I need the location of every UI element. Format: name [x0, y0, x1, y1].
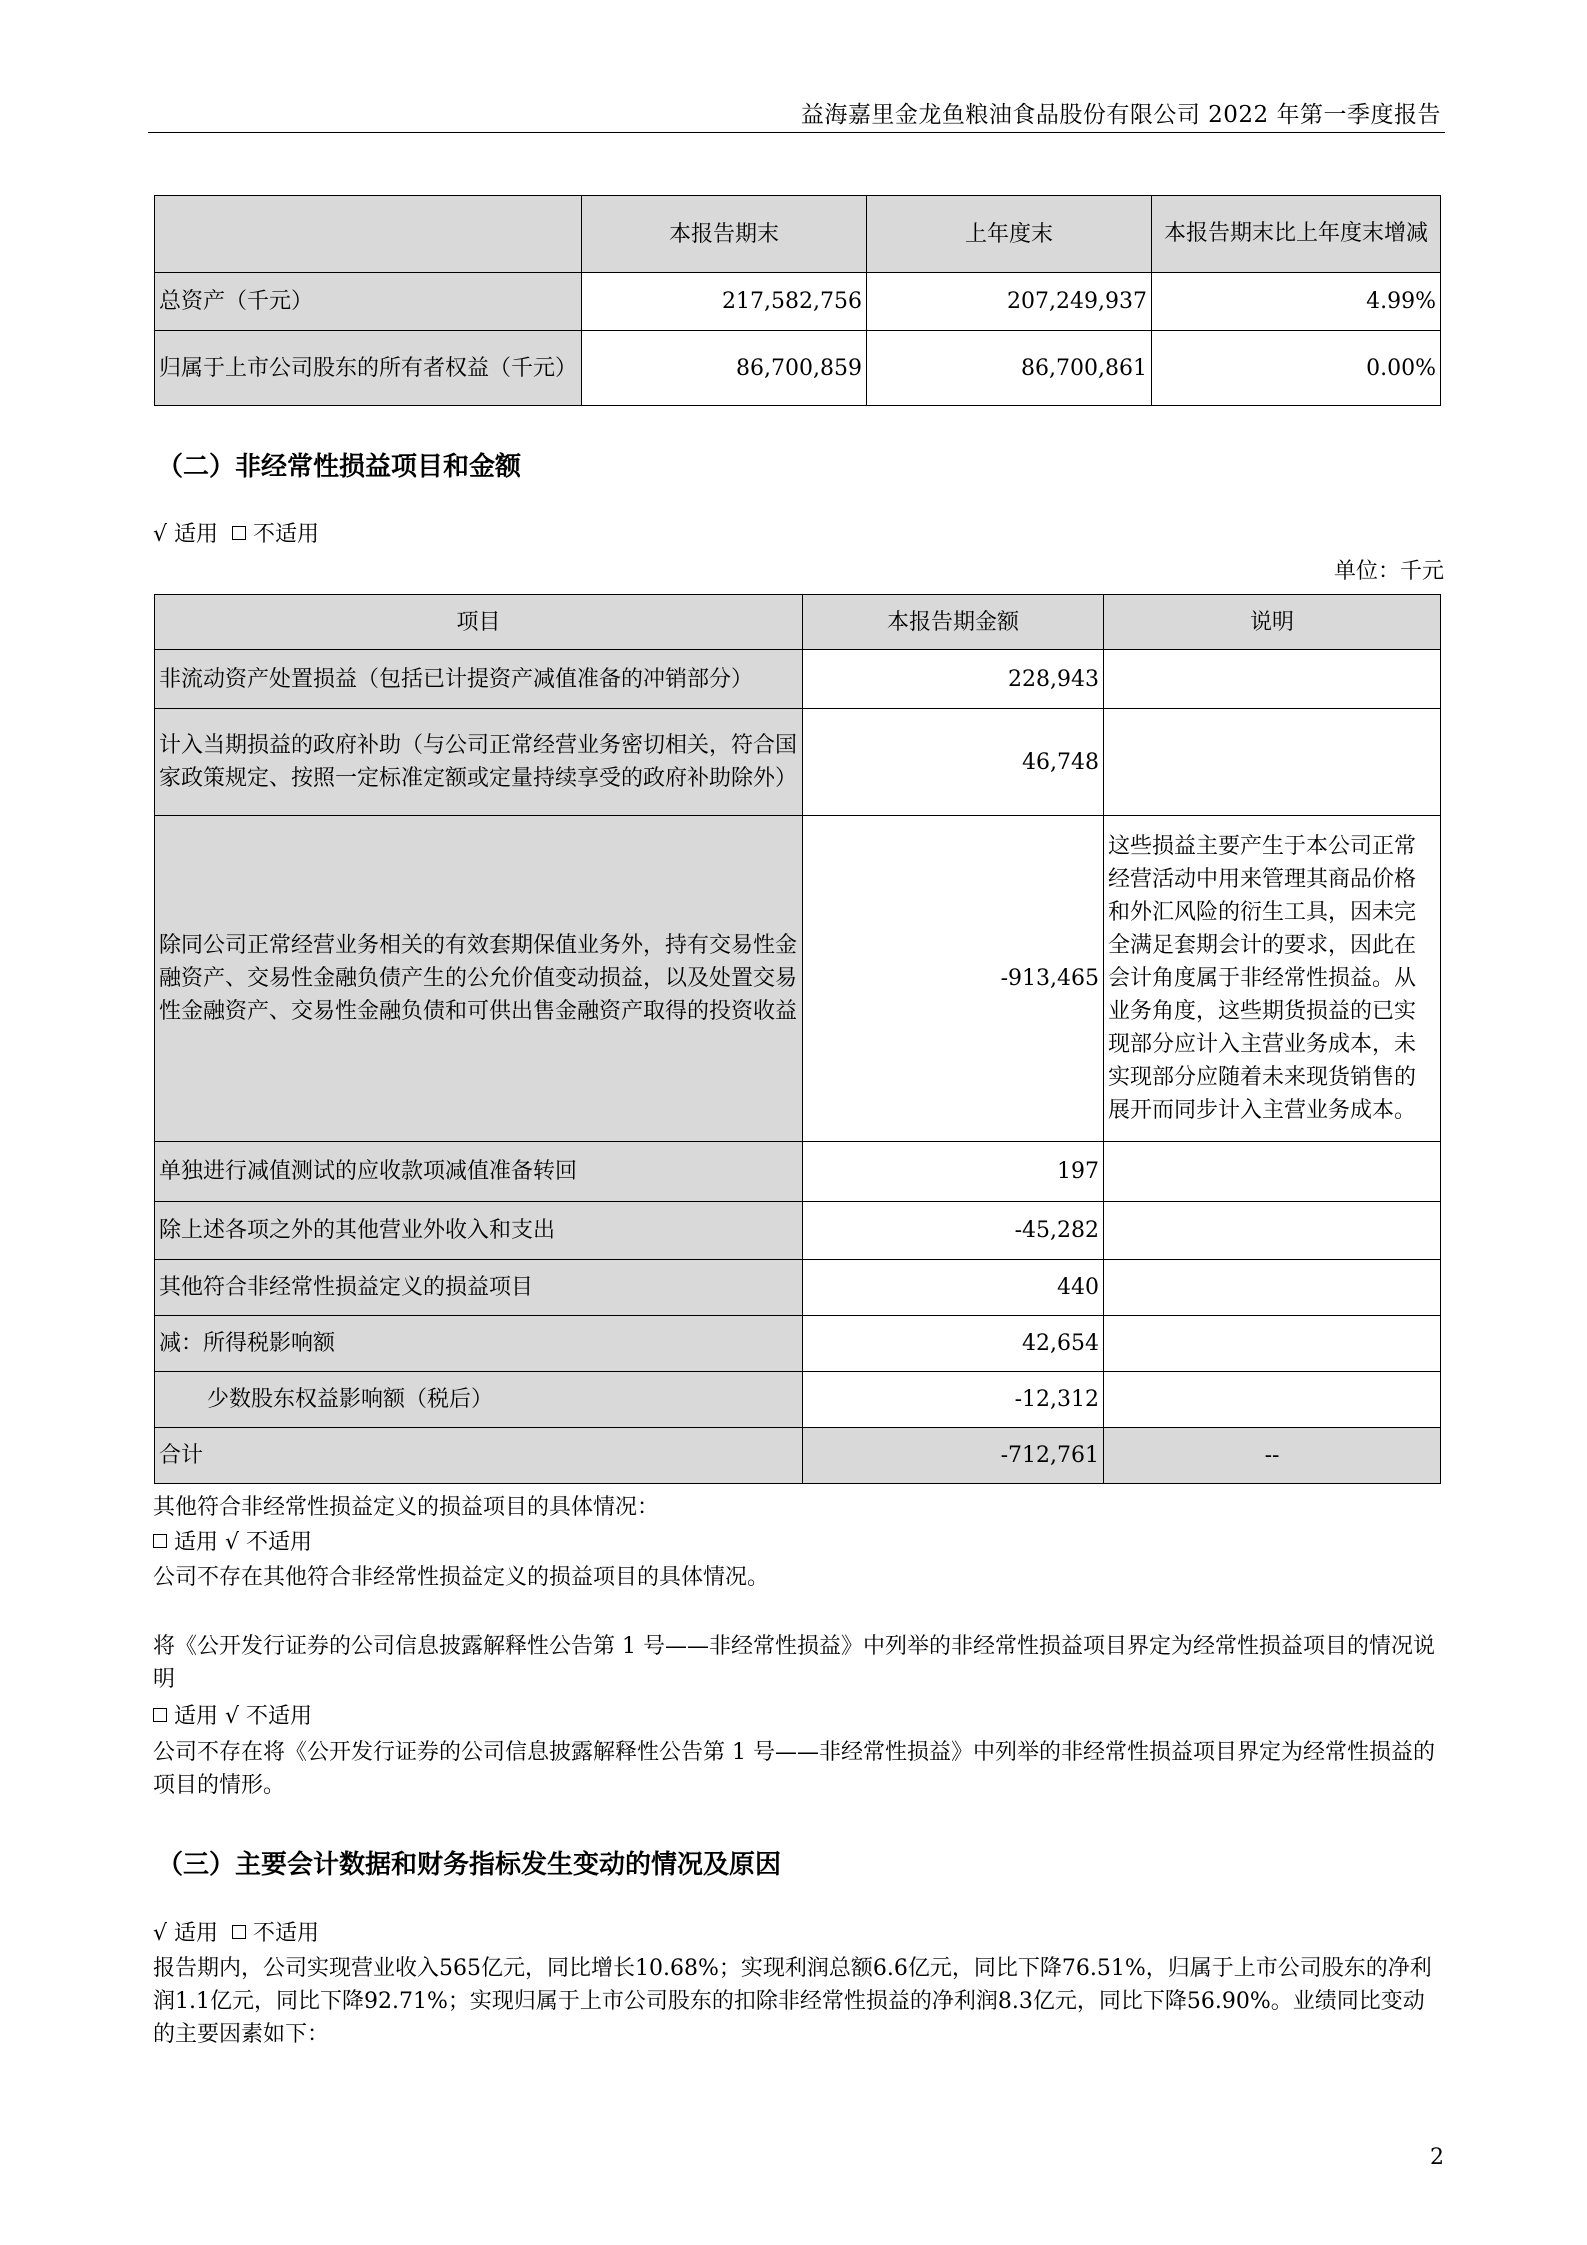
table-row [155, 1142, 1441, 1202]
row-amount: 46,748 [803, 709, 1104, 816]
table-row [155, 816, 1441, 1142]
not-applicable-label: 不适用 [253, 522, 320, 547]
row-note [1104, 1260, 1441, 1316]
assets-header-blank [155, 196, 582, 273]
row-note: 这些损益主要产生于本公司正常经营活动中用来管理其商品价格和外汇风险的衍生工具，因未完全满足套期会计的要求，因此在会计角度属于非经常性损益。从业务角度，这些期货损益的已实现部分应计入主营业务成本，未实现部分应随着未来现货销售的展开而同步计入主营业务成本。 [1104, 816, 1441, 1142]
nonrecurring-table-header [155, 595, 1441, 650]
report-header-title: 益海嘉里金龙鱼粮油食品股份有限公司 2022 年第一季度报告 [800, 102, 1441, 128]
assets-row-current: 217,582,756 [582, 273, 867, 331]
assets-row-label: 归属于上市公司股东的所有者权益（千元） [155, 331, 582, 406]
row-item: 少数股东权益影响额（税后） [155, 1372, 803, 1428]
other-definition-applicability [153, 1526, 312, 1559]
row-item: 单独进行减值测试的应收款项减值准备转回 [155, 1142, 803, 1202]
applicable-label: 适用 [174, 1921, 219, 1946]
header-rule [148, 132, 1445, 133]
row-note [1104, 1316, 1441, 1372]
row-item: 除上述各项之外的其他营业外收入和支出 [155, 1202, 803, 1260]
not-applicable-label: 不适用 [246, 1530, 313, 1555]
assets-row-prior: 207,249,937 [867, 273, 1152, 331]
section3-paragraph: 报告期内，公司实现营业收入565亿元，同比增长10.68%；实现利润总额6.6亿元，同比下降76.51%，归属于上市公司股东的净利润1.1亿元，同比下降92.71%；实现归属于上市公司股东的扣除非经常性损益的净利润8.3亿元，同比下降56.90%。业绩同比变动的主要因素如下： [153, 1956, 1432, 2047]
row-item: 合计 [155, 1428, 803, 1484]
table-row [155, 1202, 1441, 1260]
assets-row-prior: 86,700,861 [867, 331, 1152, 406]
not-applicable-label: 不适用 [253, 1921, 320, 1946]
checkbox-icon [153, 1708, 167, 1722]
other-definition-heading: 其他符合非经常性损益定义的损益项目的具体情况： [153, 1495, 660, 1520]
assets-header-prior: 上年度末 [867, 196, 1152, 273]
row-amount: -712,761 [803, 1428, 1104, 1484]
row-amount: -913,465 [803, 816, 1104, 1142]
row-note [1104, 709, 1441, 816]
applicable-label: 适用 [174, 1704, 219, 1729]
assets-table [154, 195, 1441, 406]
table-row [155, 1428, 1441, 1484]
header-note: 说明 [1104, 595, 1441, 650]
row-item: 其他符合非经常性损益定义的损益项目 [155, 1260, 803, 1316]
check-mark: √ [153, 1921, 168, 1946]
check-mark: √ [225, 1704, 240, 1729]
page-number: 2 [1430, 2145, 1444, 2170]
section2-applicability [153, 518, 319, 551]
header-amount: 本报告期金额 [803, 595, 1104, 650]
header-item: 项目 [155, 595, 803, 650]
checkbox-icon [232, 526, 246, 540]
assets-row-change: 0.00% [1152, 331, 1441, 406]
table-row [155, 1316, 1441, 1372]
applicable-label: 适用 [174, 1530, 219, 1555]
assets-row-change: 4.99% [1152, 273, 1441, 331]
section3-applicability [153, 1917, 319, 1950]
row-note [1104, 650, 1441, 709]
table-row [155, 273, 1441, 331]
unit-label: 单位：千元 [1333, 559, 1444, 584]
row-amount: 228,943 [803, 650, 1104, 709]
row-item: 减：所得税影响额 [155, 1316, 803, 1372]
table-row [155, 331, 1441, 406]
row-amount: -45,282 [803, 1202, 1104, 1260]
table-row [155, 1260, 1441, 1316]
row-note: -- [1104, 1428, 1441, 1484]
row-amount: 440 [803, 1260, 1104, 1316]
row-note [1104, 1202, 1441, 1260]
other-definition-text: 公司不存在其他符合非经常性损益定义的损益项目的具体情况。 [153, 1565, 770, 1590]
assets-row-label: 总资产（千元） [155, 273, 582, 331]
checkbox-icon [153, 1534, 167, 1548]
not-applicable-label: 不适用 [246, 1704, 313, 1729]
table-row [155, 650, 1441, 709]
section2-title: （二）非经常性损益项目和金额 [157, 452, 522, 482]
row-amount: 197 [803, 1142, 1104, 1202]
check-mark: √ [225, 1530, 240, 1555]
applicable-label: 适用 [174, 522, 219, 547]
assets-table-header [155, 196, 1441, 273]
reclass-applicability [153, 1700, 312, 1733]
nonrecurring-table [154, 594, 1441, 1484]
row-item: 非流动资产处置损益（包括已计提资产减值准备的冲销部分） [155, 650, 803, 709]
check-mark: √ [153, 522, 168, 547]
row-item: 计入当期损益的政府补助（与公司正常经营业务密切相关，符合国家政策规定、按照一定标准定额或定量持续享受的政府补助除外） [155, 709, 803, 816]
assets-row-current: 86,700,859 [582, 331, 867, 406]
checkbox-icon [232, 1925, 246, 1939]
table-row [155, 1372, 1441, 1428]
assets-header-change: 本报告期末比上年度末增减 [1152, 196, 1441, 273]
assets-header-current: 本报告期末 [582, 196, 867, 273]
table-row [155, 709, 1441, 816]
row-item: 除同公司正常经营业务相关的有效套期保值业务外，持有交易性金融资产、交易性金融负债产生的公允价值变动损益，以及处置交易性金融资产、交易性金融负债和可供出售金融资产取得的投资收益 [155, 816, 803, 1142]
section3-title: （三）主要会计数据和财务指标发生变动的情况及原因 [157, 1850, 782, 1880]
reclass-heading: 将《公开发行证券的公司信息披露解释性公告第 1 号——非经常性损益》中列举的非经常性损益项目界定为经常性损益项目的情况说明 [153, 1634, 1435, 1692]
row-amount: 42,654 [803, 1316, 1104, 1372]
row-amount: -12,312 [803, 1372, 1104, 1428]
row-note [1104, 1372, 1441, 1428]
row-note [1104, 1142, 1441, 1202]
reclass-text: 公司不存在将《公开发行证券的公司信息披露解释性公告第 1 号——非经常性损益》中列举的非经常性损益项目界定为经常性损益的项目的情形。 [153, 1740, 1435, 1798]
